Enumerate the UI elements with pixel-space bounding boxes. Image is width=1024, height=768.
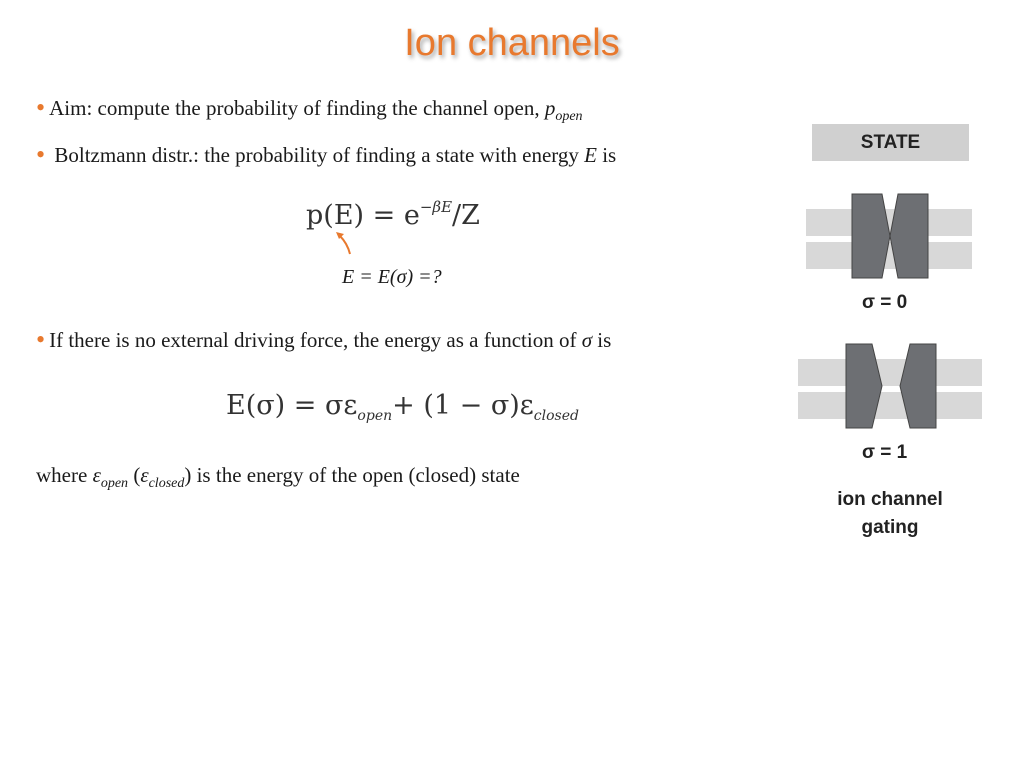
membrane-lower	[806, 242, 972, 269]
slide-title: Ion channels	[404, 22, 620, 64]
eq1-rhs: /Z	[452, 200, 480, 231]
sigma-var: σ	[581, 328, 593, 352]
boltzmann-equation	[306, 200, 480, 231]
epsilon-open-sub: open	[100, 476, 129, 492]
eq2-sub-open: open	[357, 408, 393, 424]
energy-var: E	[584, 143, 597, 167]
bullet-dot: •	[36, 325, 46, 354]
bullet-energy-text: If there is no external driving force, the energy as a function of	[49, 328, 582, 352]
eq1-exponent: −βE	[419, 198, 453, 216]
bullet-boltzmann-text: Boltzmann distr.: the probability of finding a state with energy	[54, 143, 585, 167]
membrane-lower	[798, 392, 982, 419]
sigma-one-label: σ = 1	[862, 442, 908, 463]
energy-equation	[226, 390, 579, 424]
eq1-lhs: p(E) = e	[306, 200, 420, 231]
eq2-part1: E(σ) = σε	[226, 390, 358, 421]
sigma-zero-label: σ = 0	[862, 292, 908, 313]
bullet-energy	[36, 324, 611, 354]
membrane-upper	[798, 359, 982, 386]
bullet-boltzmann-tail: is	[596, 143, 617, 167]
where-tail: ) is the energy of the open (closed) state	[184, 463, 520, 487]
eq2-part2: + (1 − σ)ε	[392, 390, 534, 421]
bullet-dot: •	[36, 140, 46, 169]
channel-open-icon	[798, 342, 984, 434]
channel-right-half	[890, 194, 928, 278]
where-paren: (	[128, 463, 141, 487]
bullet-aim	[36, 92, 583, 125]
channel-left-half	[852, 194, 890, 278]
bullet-aim-text: Aim: compute the probability of finding the channel open,	[49, 96, 545, 120]
eq2-sub-closed: closed	[533, 408, 579, 424]
p-open-sub: open	[555, 109, 583, 125]
figure-caption	[800, 486, 980, 542]
caption-line-1: ion channel	[837, 489, 943, 510]
caption-line-2: gating	[861, 517, 919, 538]
bullet-boltzmann	[36, 139, 616, 169]
epsilon-closed: ε	[140, 463, 149, 487]
bullet-energy-tail: is	[592, 328, 612, 352]
p-open-var: p	[544, 96, 556, 120]
epsilon-closed-sub: closed	[148, 476, 185, 492]
channel-closed-icon	[806, 192, 974, 284]
energy-question: E = E(σ) =?	[342, 266, 442, 288]
pointer-arrow-icon	[334, 228, 358, 258]
epsilon-open: ε	[92, 463, 101, 487]
where-text: where	[36, 463, 93, 487]
bullet-dot: •	[36, 93, 46, 122]
state-header: STATE	[812, 124, 969, 161]
where-line	[36, 463, 520, 492]
